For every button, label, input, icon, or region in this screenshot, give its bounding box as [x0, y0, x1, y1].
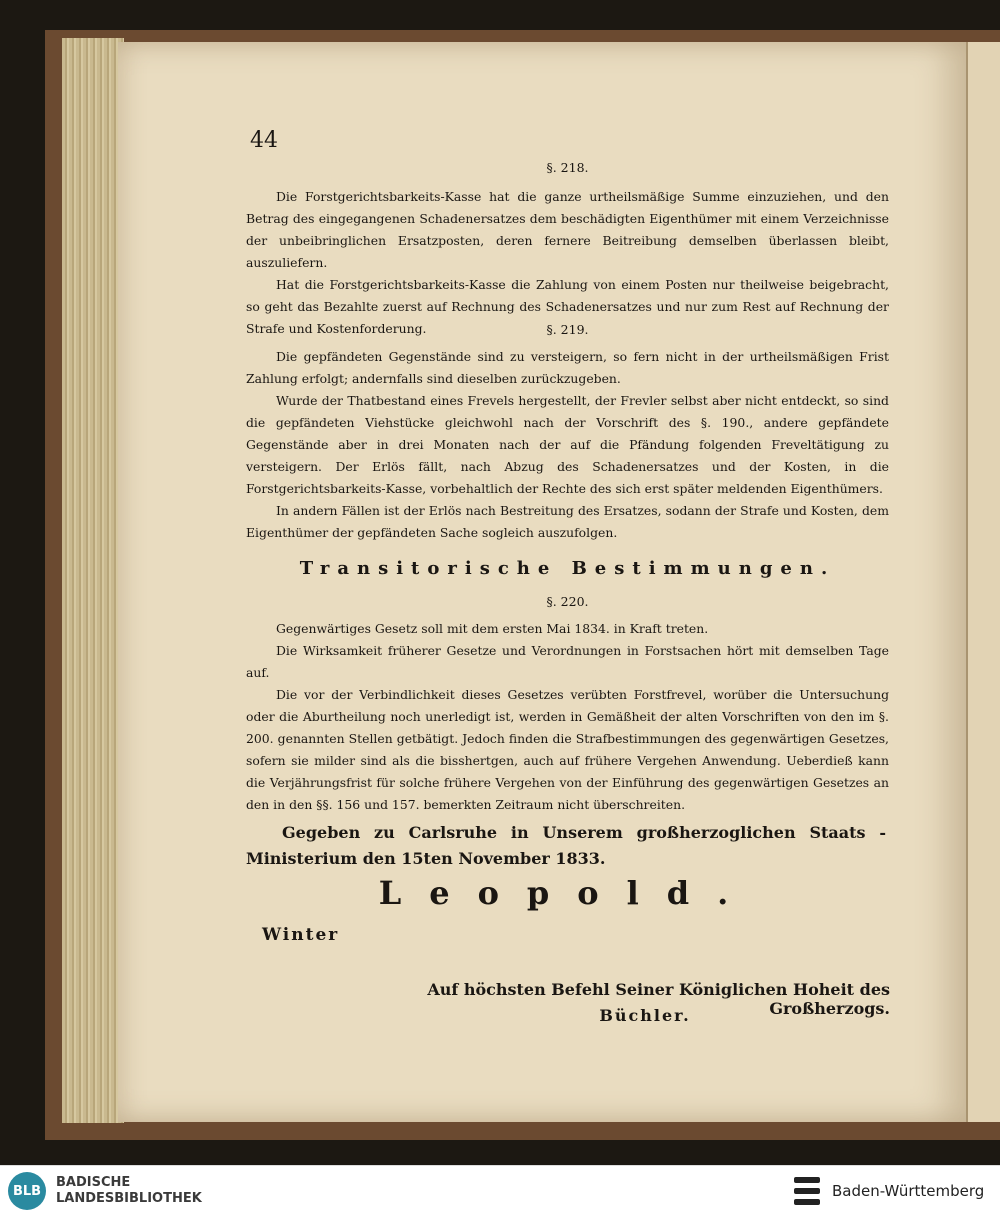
paragraph: Gegenwärtiges Gesetz soll mit dem ersten Mai 1834. in Kraft treten.	[276, 621, 709, 636]
paragraph: In andern Fällen ist der Erlös nach Bestreitung des Ersatzes, sodann der Strafe und Kosten, dem Eigenthümer der gepfändeten Sache sogleich auszufolgen.	[246, 503, 889, 540]
page-number: 44	[250, 128, 278, 153]
signature-leopold: Leopold.	[378, 874, 757, 912]
library-name-line1: BADISCHE	[56, 1175, 131, 1190]
transitional-heading: Transitorische Bestimmungen.	[299, 558, 836, 579]
page-edges	[62, 38, 124, 1123]
section-heading-218: §. 218.	[546, 160, 589, 175]
library-name-line2: LANDESBIBLIOTHEK	[56, 1191, 202, 1206]
paragraph: Die vor der Verbindlichkeit dieses Gesetzes verübten Forstfrevel, worüber die Untersuchung oder die Aburtheilung noch unerledigt ist, werden in Gemäßheit der alten Vorschriften von den im §. 200. genannten Stellen getbätigt. Jedoch finden die Strafbestimmungen des gegenwärtigen Gesetzes, sofern sie milder sind als die bisshertgen, auch auf frühere Vergehen Anwendung. Ueberdieß kann die Verjährungsfrist für solche frühere Vergehen von der Einführung des gegenwärtigen Gesetzes an den in den §§. 156 und 157. bemerkten Zeitraum nicht überschreiten.	[246, 687, 889, 812]
secretary-signature: Büchler.	[599, 1006, 691, 1025]
section-220-body	[246, 618, 889, 816]
given-statement: Gegeben zu Carlsruhe in Unserem großherzoglichen Staats - Ministerium den 15ten November 1833.	[246, 823, 886, 868]
blb-logo-icon[interactable]: BLB	[8, 1172, 46, 1210]
section-heading-220: §. 220.	[546, 594, 589, 609]
order-line: Auf höchsten Befehl Seiner Königlichen Hoheit des Großherzogs.	[427, 980, 890, 1018]
countersign-winter: Winter	[262, 925, 340, 945]
section-219-body	[246, 346, 889, 544]
section-218-body	[246, 186, 889, 340]
footer-bar	[0, 1165, 1000, 1216]
paragraph: Die Forstgerichtsbarkeits-Kasse hat die ganze urtheilsmäßige Summe einzuziehen, und den Betrag des eingegangenen Schadenersatzes dem beschädigten Eigenthümer mit einem Verzeichnisse der unbeibringlichen Ersatzposten, deren fernere Beitreibung demselben überlassen bleibt, auszuliefern.	[246, 189, 889, 270]
paragraph: Die Wirksamkeit früherer Gesetze und Verordnungen in Forstsachen hört mit demselben Tage auf.	[246, 643, 889, 680]
library-name[interactable]	[56, 1175, 202, 1207]
paragraph: Hat die Forstgerichtsbarkeits-Kasse die Zahlung von einem Posten nur theilweise beigebracht, so geht das Bezahlte zuerst auf Rechnung des Schadenersatzes und nur zum Rest auf Rechnung der Strafe und Kostenforderung.	[246, 277, 889, 336]
state-name[interactable]: Baden-Württemberg	[832, 1182, 985, 1200]
lions-emblem-icon	[792, 1174, 822, 1208]
section-heading-219: §. 219.	[546, 322, 589, 337]
paragraph: Wurde der Thatbestand eines Frevels hergestellt, der Frevler selbst aber nicht entdeckt, so sind die gepfändeten Viehstücke gleichwohl nach der Vorschrift des §. 190., andere gepfändete Gegenstände aber in drei Monaten nach der auf die Pfändung folgenden Freveltätigung zu versteigern. Der Erlös fällt, nach Abzug des Schadenersatzes und der Kosten, in die Forstgerichtsbarkeits-Kasse, vorbehaltlich der Rechte des sich erst später meldenden Eigenthümers.	[246, 393, 889, 496]
facing-page-edge	[966, 42, 1000, 1122]
paragraph: Die gepfändeten Gegenstände sind zu versteigern, so fern nicht in der urtheilsmäßigen Frist Zahlung erfolgt; andernfalls sind dieselben zurückzugeben.	[246, 349, 889, 386]
